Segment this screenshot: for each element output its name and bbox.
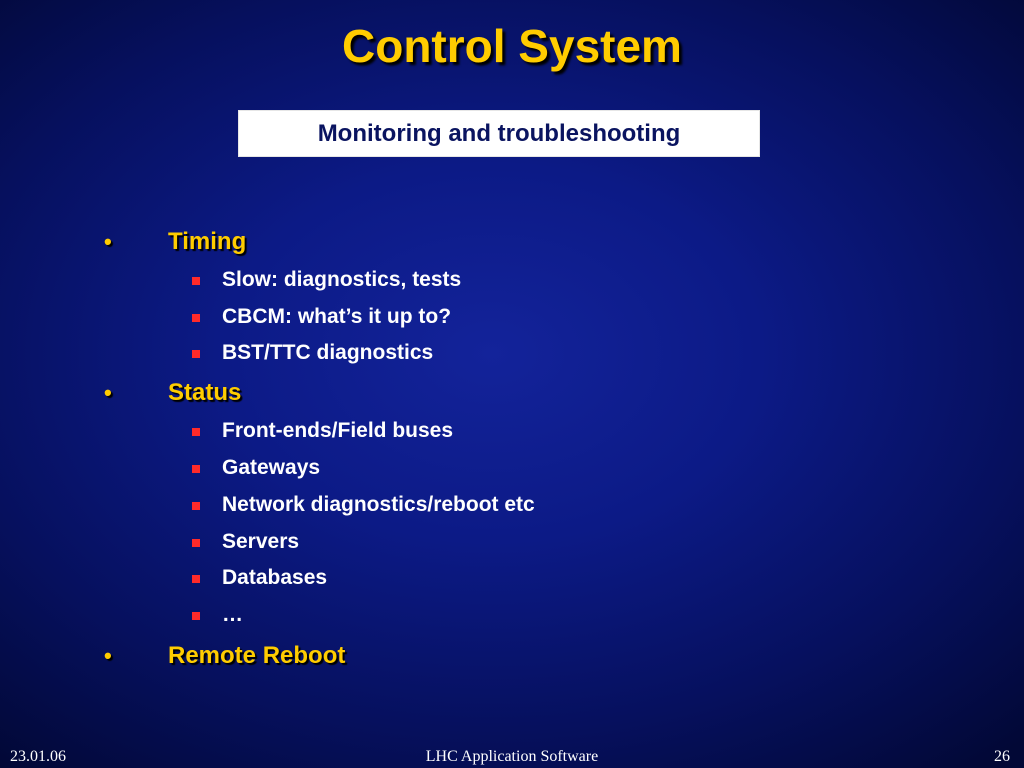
square-bullet-icon bbox=[192, 350, 200, 358]
square-bullet-icon bbox=[192, 465, 200, 473]
sub-bullet-text: CBCM: what’s it up to? bbox=[222, 305, 452, 328]
bullet-section-timing bbox=[0, 227, 700, 257]
sub-bullet-text: Slow: diagnostics, tests bbox=[222, 268, 462, 291]
sub-bullet-item bbox=[0, 455, 700, 481]
bullet-section-remote-reboot bbox=[0, 641, 700, 671]
page-number: 26 bbox=[994, 748, 1010, 765]
square-bullet-icon bbox=[192, 314, 200, 322]
bullet-icon: • bbox=[104, 229, 112, 254]
sub-bullet-item bbox=[0, 340, 700, 366]
bullet-icon: • bbox=[104, 643, 112, 668]
footer-title: LHC Application Software bbox=[425, 748, 599, 765]
sub-bullet-item bbox=[0, 418, 700, 444]
square-bullet-icon bbox=[192, 428, 200, 436]
square-bullet-icon bbox=[192, 277, 200, 285]
bullet-icon: • bbox=[104, 380, 112, 405]
sub-bullet-item bbox=[0, 267, 700, 293]
subtitle-text: Monitoring and troubleshooting bbox=[317, 119, 681, 147]
sub-bullet-item bbox=[0, 565, 700, 591]
sub-bullet-item bbox=[0, 529, 700, 555]
square-bullet-icon bbox=[192, 575, 200, 583]
footer-date: 23.01.06 bbox=[10, 748, 66, 765]
sub-bullet-item bbox=[0, 492, 700, 518]
square-bullet-icon bbox=[192, 612, 200, 620]
sub-bullet-text: Databases bbox=[222, 566, 328, 589]
sub-bullet-text: … bbox=[222, 603, 243, 626]
sub-bullet-text: BST/TTC diagnostics bbox=[222, 341, 434, 364]
sub-bullet-item bbox=[0, 602, 700, 628]
section-label: Status bbox=[168, 379, 242, 406]
sub-bullet-text: Gateways bbox=[222, 456, 321, 479]
sub-bullet-text: Front-ends/Field buses bbox=[222, 419, 454, 442]
bullet-section-status bbox=[0, 378, 700, 408]
sub-bullet-text: Network diagnostics/reboot etc bbox=[222, 493, 535, 516]
sub-bullet-text: Servers bbox=[222, 530, 300, 553]
square-bullet-icon bbox=[192, 502, 200, 510]
section-label: Remote Reboot bbox=[168, 642, 346, 669]
slide-title: Control System bbox=[342, 20, 682, 72]
section-label: Timing bbox=[168, 228, 247, 255]
sub-bullet-item bbox=[0, 304, 700, 330]
square-bullet-icon bbox=[192, 539, 200, 547]
